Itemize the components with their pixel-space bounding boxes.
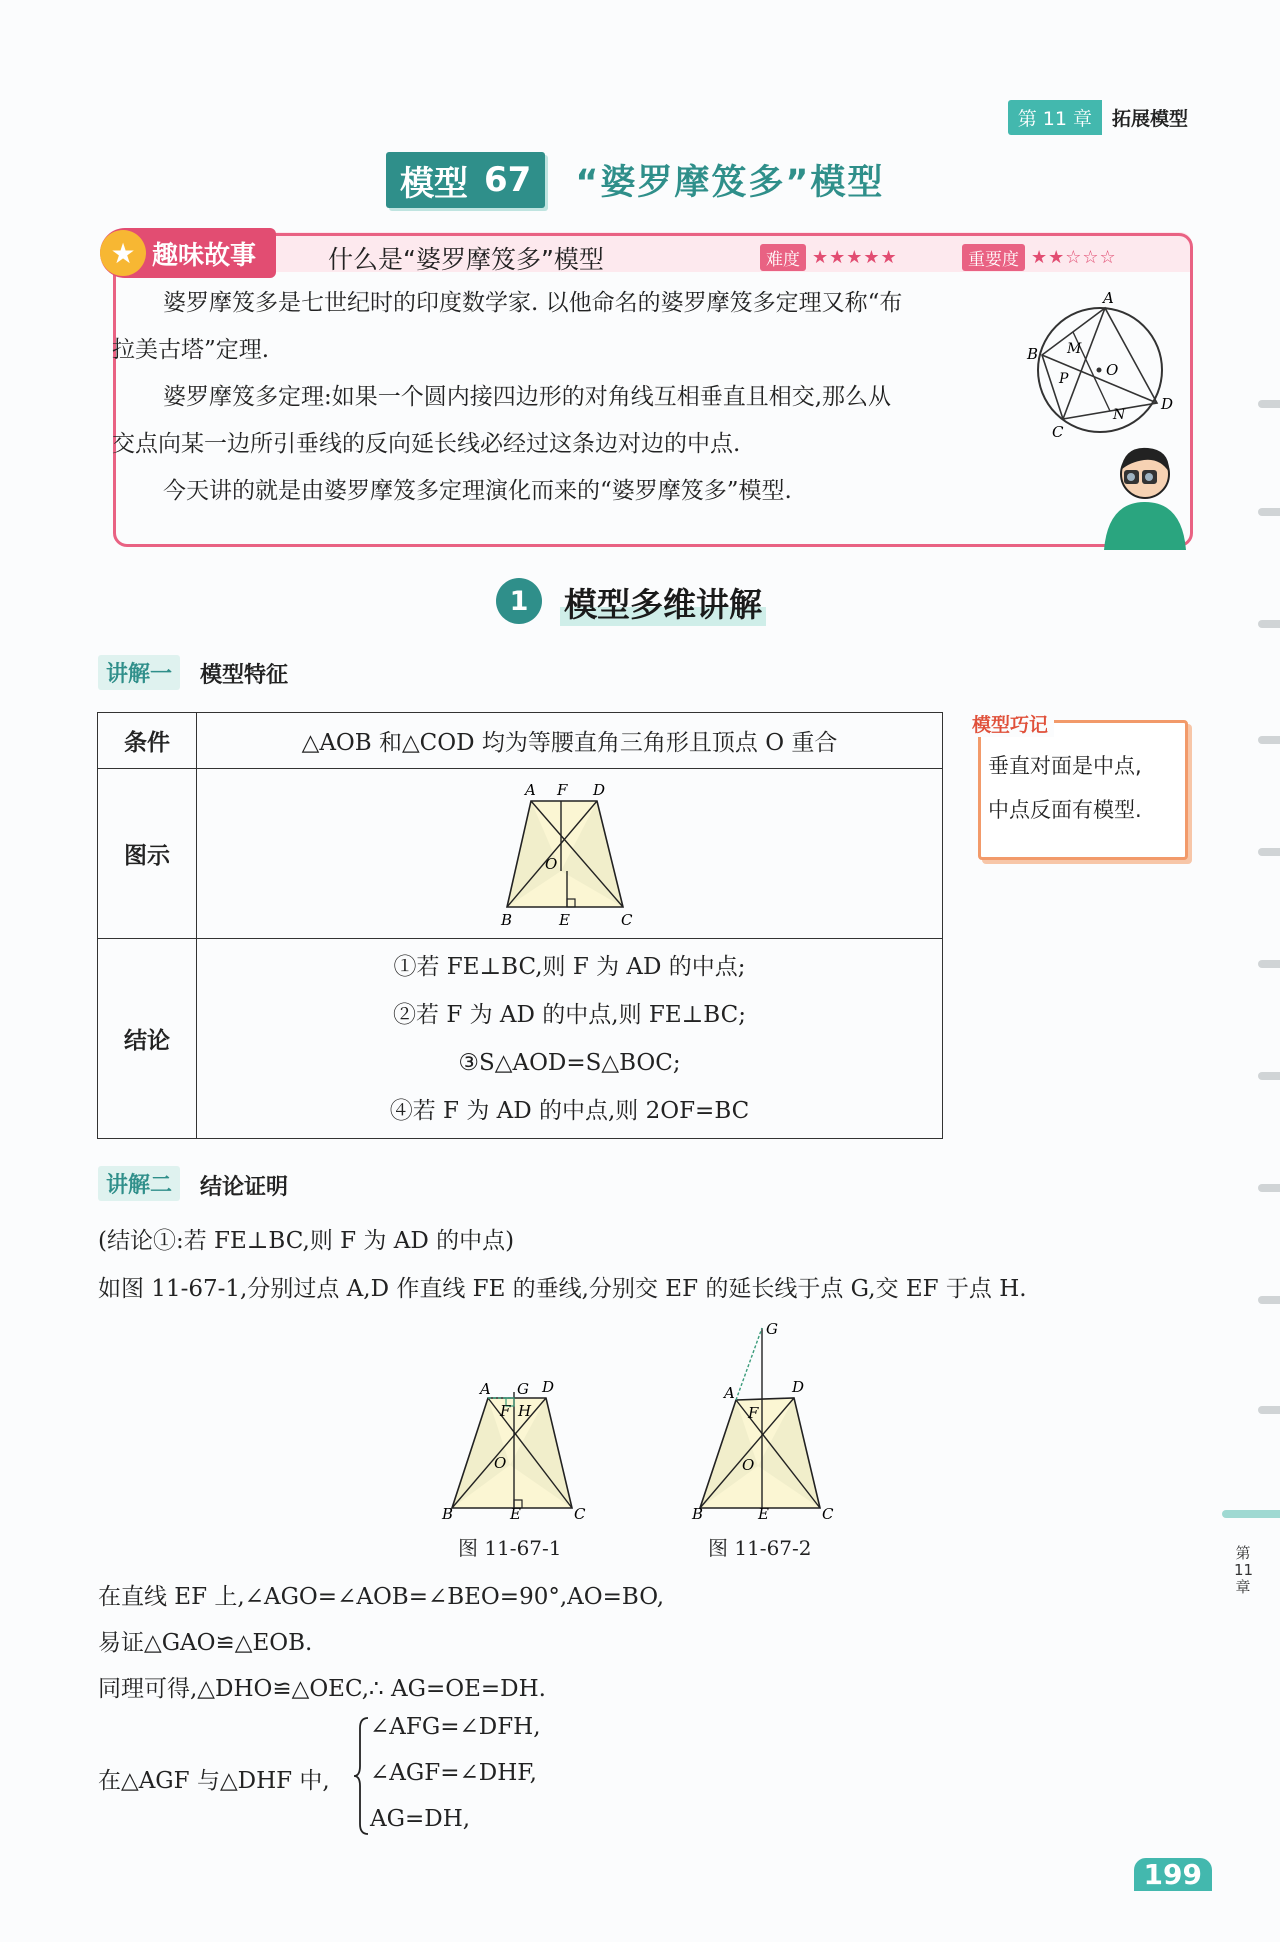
- fig1-label-C: C: [574, 1505, 586, 1520]
- memory-tip-line: 垂直对面是中点,: [988, 754, 1142, 778]
- model-number: 67: [484, 160, 532, 200]
- importance-rating: [962, 244, 1117, 271]
- proof-line-3: 同理可得,△DHO≌△OEC,∴ AG=OE=DH.: [98, 1676, 546, 1702]
- circle-label-B: B: [1027, 345, 1039, 363]
- proof-line-2: 易证△GAO≌△EOB.: [98, 1630, 313, 1656]
- fig1-label-H: H: [518, 1402, 532, 1420]
- memory-tip-line: 中点反面有模型.: [988, 798, 1142, 822]
- fig1-label-F: F: [500, 1402, 511, 1420]
- fig2-label-B: B: [692, 1505, 704, 1520]
- fig1-label-B: B: [442, 1505, 454, 1520]
- difficulty-rating: [760, 244, 898, 271]
- fig-label-O: O: [544, 854, 557, 873]
- side-tab: [1258, 1184, 1280, 1192]
- brace-line-3: AG=DH,: [370, 1806, 471, 1832]
- page-number: 199: [1134, 1858, 1212, 1891]
- fig1-label-E: E: [510, 1505, 521, 1520]
- fig1-label-D: D: [542, 1378, 555, 1396]
- circle-label-C: C: [1052, 423, 1064, 441]
- chapter-tag: [1008, 100, 1188, 135]
- memory-tip-label: 模型巧记: [966, 710, 1054, 737]
- difficulty-stars: ★★★★★: [812, 247, 898, 268]
- fig2-label-A: A: [724, 1384, 735, 1402]
- condition-content: △AOB 和△COD 均为等腰直角三角形且顶点 O 重合: [197, 713, 943, 769]
- fig2-label-O: O: [742, 1456, 755, 1474]
- circle-label-O: O: [1106, 361, 1119, 379]
- circle-label-N: N: [1113, 407, 1126, 423]
- side-tab: [1258, 1072, 1280, 1080]
- fig1-label-A: A: [480, 1380, 491, 1398]
- condition-header: 条件: [98, 713, 197, 769]
- side-tab: [1258, 620, 1280, 628]
- story-p2-line1: 婆罗摩笈多定理:如果一个圆内接四边形的对角线互相垂直且相交,那么从: [163, 384, 892, 410]
- memory-tip-text: [988, 744, 1178, 832]
- fig1-label-O: O: [494, 1454, 507, 1472]
- side-tab: [1258, 400, 1280, 408]
- figure-11-67-2: [686, 1310, 856, 1520]
- importance-label: 重要度: [962, 244, 1025, 271]
- proof-intro-2: 如图 11-67-1,分别过点 A,D 作直线 FE 的垂线,分别交 EF 的延长线于点 G,交 EF 于点 H.: [98, 1276, 1027, 1302]
- side-tab: [1258, 1296, 1280, 1304]
- section-number: 1: [496, 578, 542, 624]
- table-row-condition: [98, 713, 943, 769]
- side-tab: [1258, 1406, 1280, 1414]
- circle-label-P: P: [1059, 371, 1069, 387]
- figure-cell: [197, 769, 943, 939]
- story-label-text: 趣味故事: [152, 240, 257, 271]
- side-tab: [1258, 508, 1280, 516]
- side-chapter-tab: [1222, 1510, 1280, 1518]
- section-title: 模型多维讲解: [560, 579, 766, 626]
- model-title-text: “婆罗摩笈多”模型: [575, 163, 885, 203]
- table-row-conclusion: [98, 939, 943, 1139]
- side-tab: [1258, 736, 1280, 744]
- conclusion-item: ①若 FE⊥BC,则 F 为 AD 的中点;: [393, 953, 746, 980]
- fig2-label-C: C: [822, 1505, 834, 1520]
- story-p2-line2: 交点向某一边所引垂线的反向延长线必经过这条边对边的中点.: [112, 431, 741, 457]
- conclusion-header: 结论: [98, 939, 197, 1139]
- model-title: [386, 152, 884, 208]
- proof-line-1: 在直线 EF 上,∠AGO=∠AOB=∠BEO=90°,AO=BO,: [98, 1584, 665, 1610]
- chapter-name: 拓展模型: [1111, 108, 1188, 130]
- model-figure: [495, 779, 645, 929]
- circle-label-D: D: [1161, 395, 1174, 413]
- fig-label-D: D: [592, 780, 605, 799]
- explain1-tag: 讲解一: [98, 655, 180, 690]
- fig-label-B: B: [500, 910, 512, 929]
- figure-11-67-1-caption: 图 11-67-1: [458, 1536, 562, 1560]
- side-chapter-label: 第11章: [1234, 1544, 1254, 1596]
- importance-stars: ★★☆☆☆: [1031, 247, 1117, 268]
- fig-label-A: A: [524, 780, 536, 799]
- model-label: 模型: [400, 163, 468, 204]
- conclusion-item: ④若 F 为 AD 的中点,则 2OF=BC: [389, 1097, 750, 1124]
- fig-label-C: C: [620, 910, 632, 929]
- explain1-title: 模型特征: [200, 663, 289, 688]
- explain2-tag: 讲解二: [98, 1166, 180, 1201]
- star-icon: ★: [100, 230, 146, 276]
- fig-label-F: F: [556, 780, 567, 799]
- left-brace: [352, 1716, 370, 1836]
- fig2-label-F: F: [748, 1404, 759, 1422]
- cartoon-character-illustration: [1090, 440, 1200, 550]
- fig2-label-D: D: [792, 1378, 805, 1396]
- conclusion-item: ③S△AOD=S△BOC;: [458, 1049, 681, 1076]
- model-feature-table: [97, 712, 943, 1139]
- conclusion-cell: [197, 939, 943, 1139]
- story-question: 什么是“婆罗摩笈多”模型: [328, 245, 604, 274]
- circle-label-A: A: [1103, 289, 1114, 307]
- brace-line-1: ∠AFG=∠DFH,: [370, 1714, 541, 1740]
- circle-label-M: M: [1067, 341, 1082, 357]
- story-p3: 今天讲的就是由婆罗摩笈多定理演化而来的“婆罗摩笈多”模型.: [163, 478, 792, 504]
- proof-line-4-prefix: 在△AGF 与△DHF 中,: [98, 1768, 330, 1794]
- model-number-box: [386, 152, 545, 208]
- figure-11-67-1: [436, 1370, 606, 1520]
- side-tab: [1258, 960, 1280, 968]
- table-row-figure: [98, 769, 943, 939]
- story-p1-line2: 拉美古塔”定理.: [112, 337, 270, 363]
- figure-header: 图示: [98, 769, 197, 939]
- proof-intro-1: (结论①:若 FE⊥BC,则 F 为 AD 的中点): [98, 1228, 515, 1254]
- figure-11-67-2-caption: 图 11-67-2: [708, 1536, 812, 1560]
- fig-label-E: E: [558, 910, 570, 929]
- difficulty-label: 难度: [760, 244, 806, 271]
- explain2-title: 结论证明: [200, 1175, 289, 1200]
- conclusion-item: ②若 F 为 AD 的中点,则 FE⊥BC;: [393, 1001, 746, 1028]
- side-tab: [1258, 848, 1280, 856]
- brace-line-2: ∠AGF=∠DHF,: [370, 1760, 537, 1786]
- story-p1-line1: 婆罗摩笈多是七世纪时的印度数学家. 以他命名的婆罗摩笈多定理又称“布: [163, 290, 903, 316]
- fig2-label-E: E: [758, 1505, 769, 1520]
- fig1-label-G: G: [517, 1380, 529, 1398]
- cyclic-quadrilateral-figure: [1015, 285, 1185, 455]
- chapter-number: 第 11 章: [1008, 100, 1102, 135]
- fig2-label-G: G: [766, 1320, 778, 1338]
